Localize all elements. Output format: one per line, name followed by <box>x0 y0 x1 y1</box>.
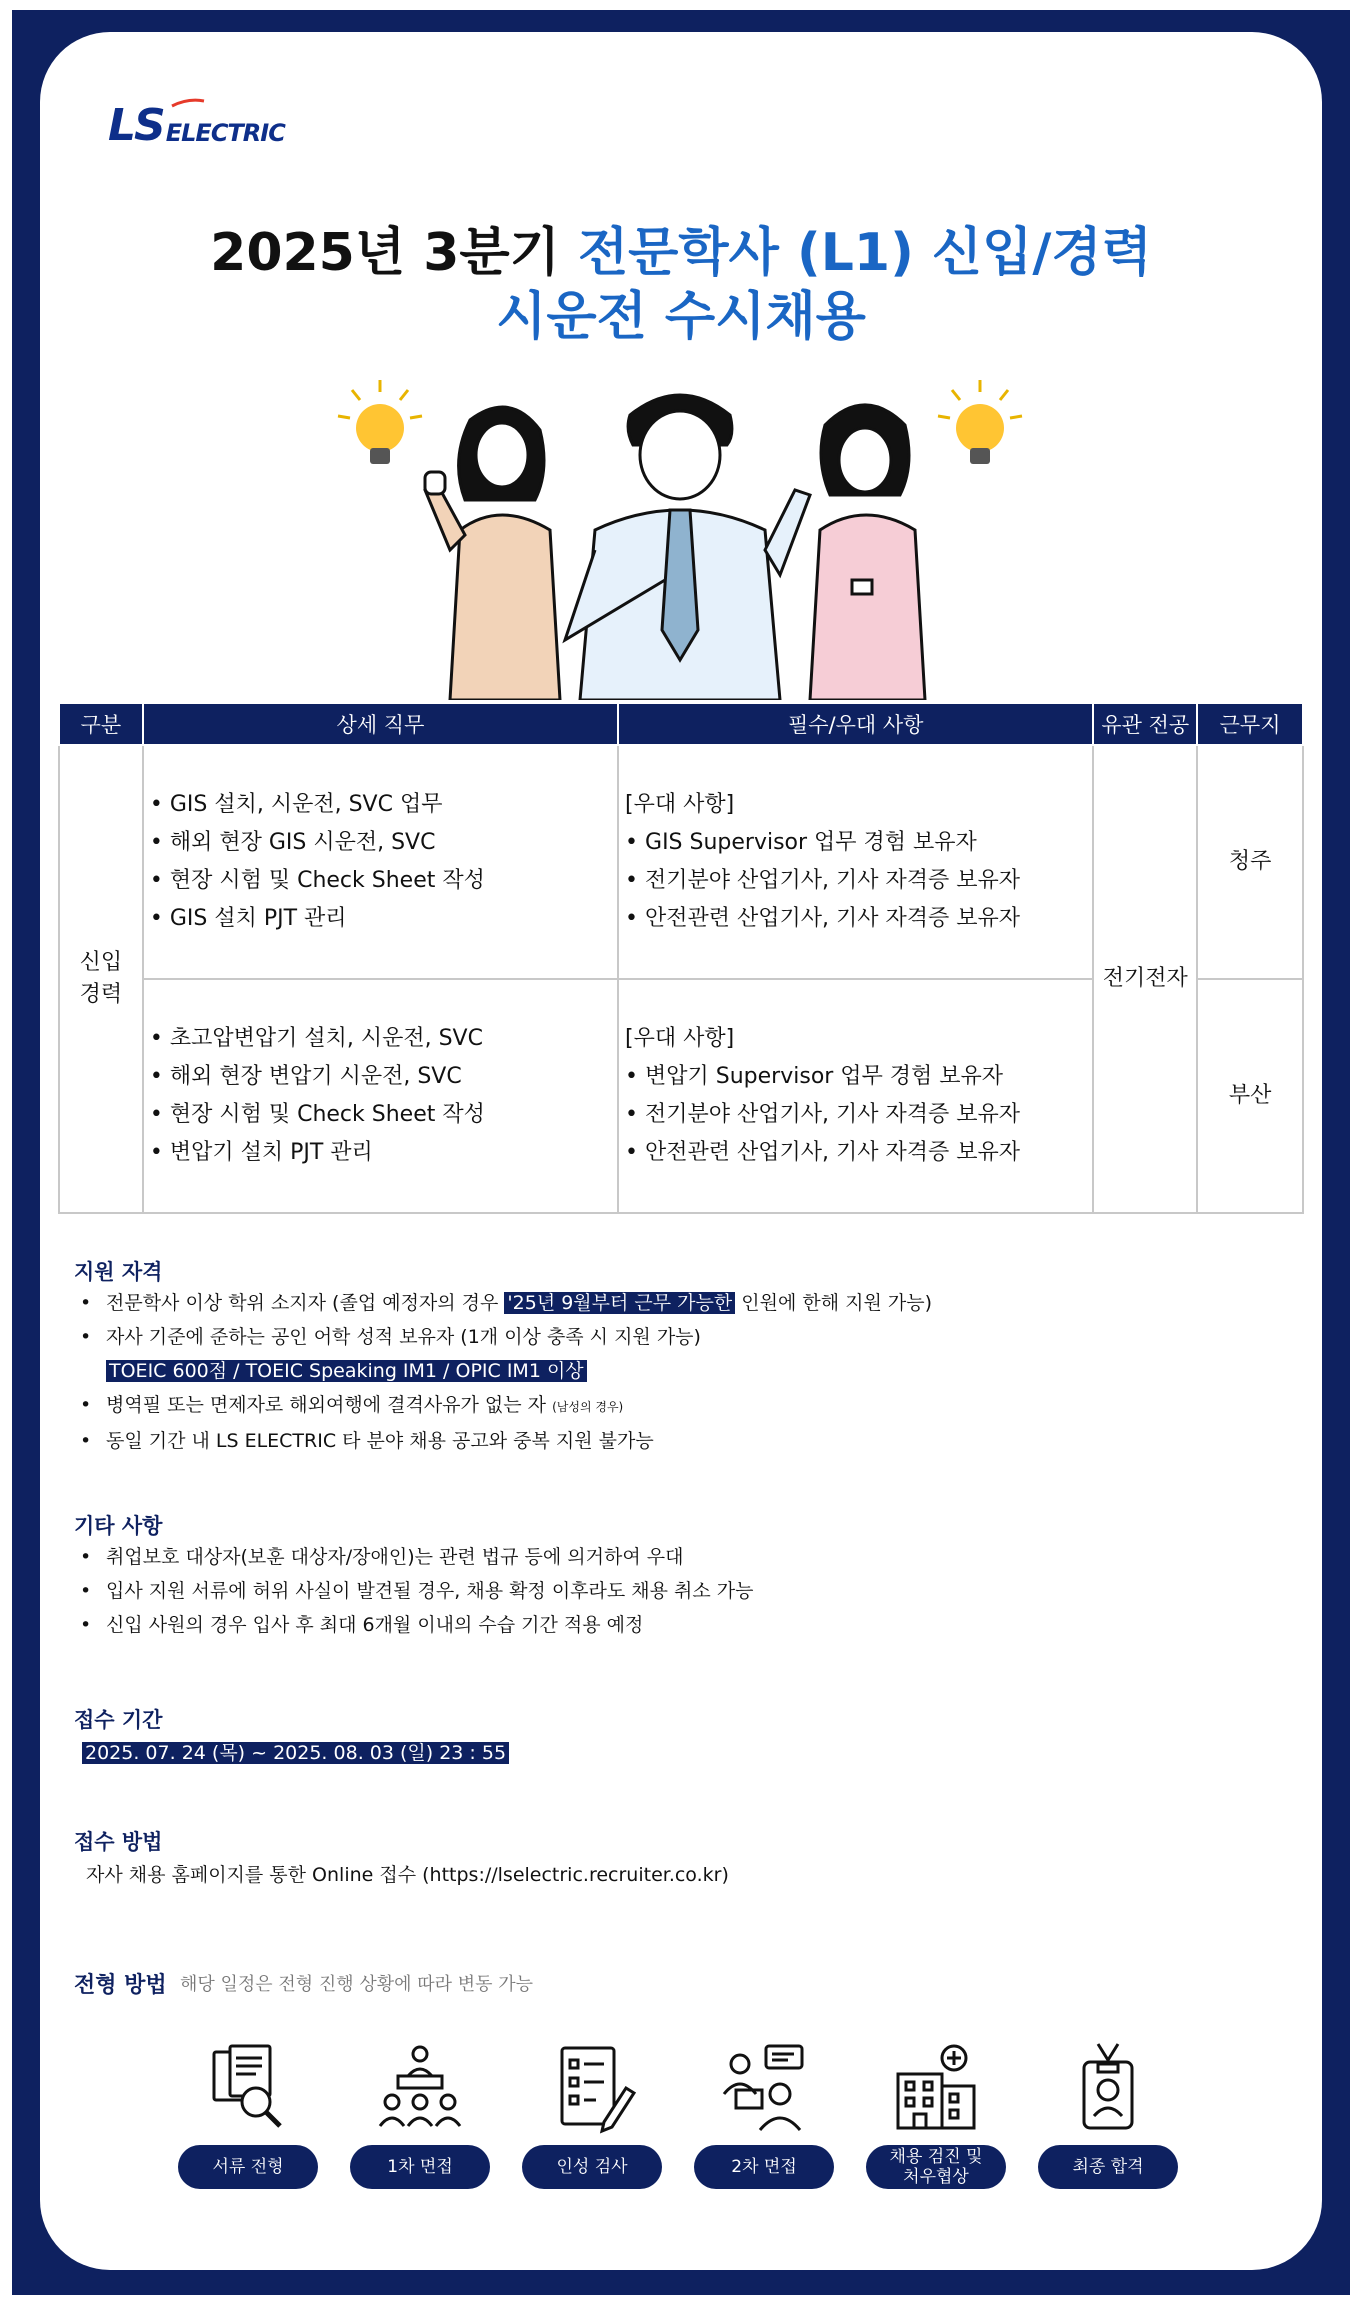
header-requirements: 필수/우대 사항 <box>618 703 1093 745</box>
woman-right-figure <box>810 405 925 700</box>
qual-text: 전문학사 이상 학위 소지자 (졸업 예정자의 경우 <box>106 1292 505 1314</box>
qualification-list <box>80 1286 932 1458</box>
requirement-item: [우대 사항] <box>625 792 735 817</box>
location-cell: 청주 <box>1197 745 1303 979</box>
requirements-cell <box>618 745 1093 979</box>
logo-ls-text: LS <box>108 100 164 151</box>
duty-item: • GIS 설치, 시운전, SVC 업무 <box>149 792 443 817</box>
qual-text: 병역필 또는 면제자로 해외여행에 결격사유가 없는 자 <box>106 1394 553 1416</box>
qual-highlight: TOEIC 600점 / TOEIC Speaking IM1 / OPIC IM1 이상 <box>106 1360 587 1382</box>
duty-item: • GIS 설치 PJT 관리 <box>149 906 347 931</box>
list-item: • 취업보호 대상자(보훈 대상자/장애인)는 관련 법규 등에 의거하여 우대 <box>80 1540 754 1574</box>
duty-item: • 해외 현장 GIS 시운전, SVC <box>149 830 436 855</box>
qual-small-text: (남성의 경우) <box>552 1400 624 1414</box>
qualification-title: 지원 자격 <box>74 1260 163 1284</box>
period-highlight: 2025. 07. 24 (목) ~ 2025. 08. 03 (일) 23 : 55 <box>82 1742 509 1764</box>
title-dark-part: 2025년 3분기 <box>210 223 578 283</box>
hospital-icon <box>888 2040 984 2136</box>
checklist-pencil-icon <box>544 2040 640 2136</box>
duty-item: • 초고압변압기 설치, 시운전, SVC <box>149 1026 483 1051</box>
header-major: 유관 전공 <box>1093 703 1197 745</box>
job-table <box>58 702 1304 1214</box>
step-first-interview <box>350 2040 490 2190</box>
step-final-pass <box>1038 2040 1178 2190</box>
location-cell: 부산 <box>1197 979 1303 1213</box>
requirement-item: [우대 사항] <box>625 1026 735 1051</box>
step-personality-test <box>522 2040 662 2190</box>
header-category: 구분 <box>59 703 143 745</box>
list-item <box>80 1286 932 1320</box>
lightbulb-right-icon <box>938 380 1022 464</box>
page-title-line1 <box>0 222 1362 284</box>
step-label: 2차 면접 <box>694 2145 834 2189</box>
list-item: • 입사 지원 서류에 허위 사실이 발견될 경우, 채용 확정 이후라도 채용 취소 가능 <box>80 1574 754 1608</box>
people-illustration <box>330 380 1030 700</box>
duties-cell <box>143 979 618 1213</box>
category-experienced: 경력 <box>79 982 123 1007</box>
process-title: 전형 방법 <box>74 1973 167 1998</box>
man-center-figure <box>565 395 810 700</box>
panel-interview-icon <box>372 2040 468 2136</box>
table-row <box>59 745 1303 979</box>
step-second-interview <box>694 2040 834 2190</box>
logo-swoosh-icon <box>170 98 206 108</box>
period-title: 접수 기간 <box>74 1708 163 1732</box>
step-label: 1차 면접 <box>350 2145 490 2189</box>
documents-magnifier-icon <box>200 2040 296 2136</box>
title-blue-part: 전문학사 (L1) 신입/경력 <box>577 223 1152 283</box>
header-duties: 상세 직무 <box>143 703 618 745</box>
qual-highlight: '25년 9월부터 근무 가능한 <box>504 1292 735 1314</box>
duty-item: • 해외 현장 변압기 시운전, SVC <box>149 1064 462 1089</box>
requirements-cell <box>618 979 1093 1213</box>
header-location: 근무지 <box>1197 703 1303 745</box>
qual-text: 인원에 한해 지원 가능) <box>735 1292 932 1314</box>
logo-electric-text: ELECTRIC <box>165 119 285 147</box>
requirement-item: • 전기분야 산업기사, 기사 자격증 보유자 <box>625 1102 1021 1127</box>
job-table-header <box>59 703 1303 745</box>
list-item: • 신입 사원의 경우 입사 후 최대 6개월 이내의 수습 기간 적용 예정 <box>80 1608 754 1642</box>
method-title: 접수 방법 <box>74 1830 163 1854</box>
step-document <box>178 2040 318 2190</box>
step-label: 최종 합격 <box>1038 2145 1178 2189</box>
ls-electric-logo <box>108 100 285 151</box>
requirement-item: • GIS Supervisor 업무 경험 보유자 <box>625 830 977 855</box>
requirement-item: • 변압기 Supervisor 업무 경험 보유자 <box>625 1064 1004 1089</box>
duty-item: • 현장 시험 및 Check Sheet 작성 <box>149 1102 485 1127</box>
list-item <box>80 1388 932 1424</box>
process-note: 해당 일정은 전형 진행 상황에 따라 변동 가능 <box>180 1974 534 1995</box>
requirement-item: • 전기분야 산업기사, 기사 자격증 보유자 <box>625 868 1021 893</box>
id-badge-icon <box>1060 2040 1156 2136</box>
period-value <box>82 1738 509 1765</box>
duty-item: • 현장 시험 및 Check Sheet 작성 <box>149 868 485 893</box>
process-steps <box>170 2040 1200 2190</box>
etc-list <box>80 1540 754 1642</box>
requirement-item: • 안전관련 산업기사, 기사 자격증 보유자 <box>625 906 1021 931</box>
category-cell <box>59 745 143 1213</box>
step-label: 인성 검사 <box>522 2145 662 2189</box>
woman-left-figure <box>425 407 560 700</box>
step-medical-checkup <box>866 2040 1006 2190</box>
requirement-item: • 안전관련 산업기사, 기사 자격증 보유자 <box>625 1140 1021 1165</box>
list-item: • 동일 기간 내 LS ELECTRIC 타 분야 채용 공고와 중복 지원 불가능 <box>80 1424 932 1458</box>
category-new: 신입 <box>79 950 123 975</box>
etc-title: 기타 사항 <box>74 1514 163 1538</box>
duty-item: • 변압기 설치 PJT 관리 <box>149 1140 373 1165</box>
duties-cell <box>143 745 618 979</box>
step-label: 서류 전형 <box>178 2145 318 2189</box>
method-value: 자사 채용 홈페이지를 통한 Online 접수 (https://lselectric.recruiter.co.kr) <box>86 1864 729 1886</box>
list-item <box>106 1354 932 1388</box>
lightbulb-left-icon <box>338 380 422 464</box>
page-title-line2: 시운전 수시채용 <box>496 287 866 347</box>
step-label: 채용 검진 및 처우협상 <box>866 2145 1006 2189</box>
video-interview-icon <box>716 2040 812 2136</box>
list-item: • 자사 기준에 준하는 공인 어학 성적 보유자 (1개 이상 충족 시 지원 가능) <box>80 1320 932 1354</box>
major-cell: 전기전자 <box>1093 745 1197 1213</box>
